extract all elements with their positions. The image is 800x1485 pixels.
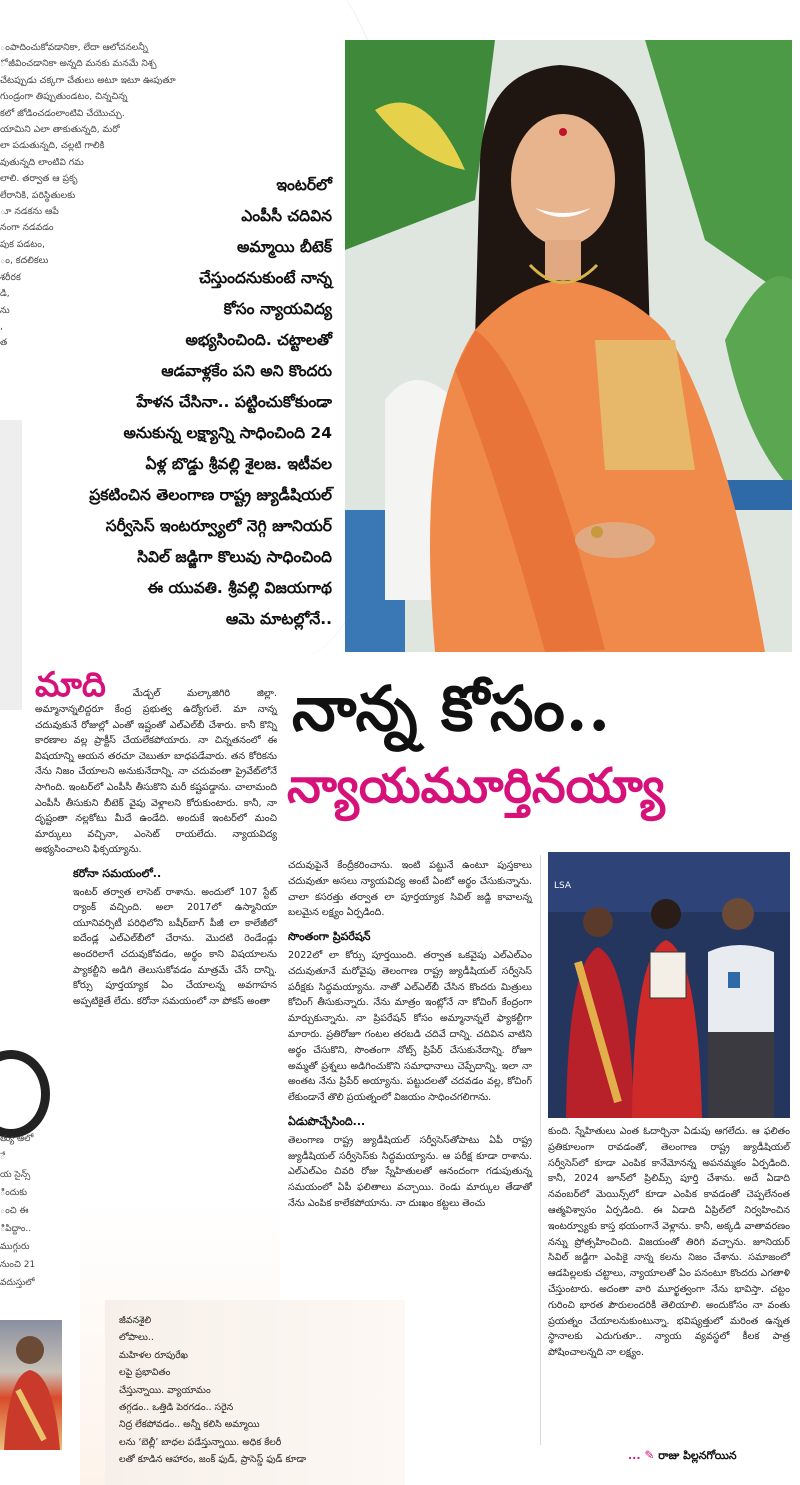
intro-line: అమ్మాయి బీటెక్ bbox=[236, 238, 332, 256]
sidebar-line: లోపాలు.. bbox=[119, 1332, 154, 1344]
fragment-line: పుక పడటం, bbox=[0, 238, 45, 250]
fragment-line: ను bbox=[0, 304, 10, 316]
sidebar-line: లపై ప్రభావితం bbox=[119, 1367, 171, 1379]
intro-line: అభ్యసించింది. చట్టాలతో bbox=[185, 331, 332, 349]
main-portrait-photo bbox=[345, 40, 792, 652]
person-silhouette-icon bbox=[0, 1320, 62, 1450]
col2-paragraph-2: 2022లో లా కోర్సు పూర్తయింది. తర్వాత ఒకవైపు ఎల్ఎల్‌ఎం చదువుతూనే మరోవైపు తెలంగాణ రాష్ట్ర జ్యుడీషియల్ సర్వీసెస్ పరీక్షకు సిద్ధమయ్యాను. నాతో ఎల్ఎల్‌బీ చేసిన కొందరు మిత్రులు కోచింగ్ తీసుకున్నారు. నేను మాత్రం ఇంట్లోనే నా కోచింగ్ కేంద్రంగా మార్చుకున్నాను. నా ప్రిపరేషన్ కోసం అమ్మానాన్నలే ఫ్యాకల్టీగా మారారు. ప్రతిరోజూ గంటల తరబడి చదివే దాన్ని. చదివిన వాటిని అర్థం చేసుకొని, సొంతంగా నోట్స్ ప్రిపేర్ చేసుకునేదాన్ని. రోజూ అమ్మతో ప్రశ్నలు అడిగించుకొని సమాధానాలు చెప్పేదాన్ని. ఇలా నా అంతట నేను ప్రిపేర్ అయ్యాను. పట్టుదలతో చదవడం వల్ల, కోచింగ్ లేకుండానే తొలి ప్రయత్నంలో విజయం సాధించగలిగాను. bbox=[288, 949, 532, 1104]
intro-line: హేళన చేసినా.. పట్టించుకోకుండా bbox=[136, 393, 332, 411]
sidebar-line: జీవనశైలి bbox=[119, 1315, 152, 1326]
fragment-line: డి, bbox=[0, 288, 10, 300]
intro-line: ఆడవాళ్లకేం పని అని కొందరు bbox=[161, 362, 332, 380]
sidebar-line: మహిళల రూపురేఖ bbox=[119, 1349, 188, 1361]
hands-shape bbox=[575, 522, 655, 558]
article-column-2 bbox=[288, 858, 532, 1214]
fragment-line: లేరానికి, పరిస్థితులకు bbox=[0, 189, 76, 201]
intro-line: ఆమె మాటల్లోనే.. bbox=[225, 610, 332, 628]
headline-title: నాన్న కోసం.. bbox=[292, 672, 612, 745]
fragment-line: య సైన్స్ bbox=[0, 1170, 31, 1180]
fragment-line: యామిని ఎలా తాకుతున్నది, మరో bbox=[0, 124, 120, 136]
intro-line: సివిల్ జడ్జిగా కొలువు సాధించింది bbox=[137, 548, 332, 566]
byline-name: రాజు పిల్లనగోయిన bbox=[658, 1449, 737, 1462]
fragment-line: ే bbox=[0, 1152, 6, 1162]
fragment-line: ూ నడకను ఆపే bbox=[0, 206, 59, 218]
lifestyle-sidebar-box bbox=[105, 1300, 405, 1485]
fragment-line: ంచి ఈ bbox=[0, 1206, 29, 1216]
banner-text: LSA bbox=[554, 881, 572, 891]
bindi-icon bbox=[559, 128, 567, 136]
sidebar-line: చేస్తున్నాయి. వ్యాయామం bbox=[119, 1384, 211, 1396]
col3-paragraph: కుంది. స్నేహితులు ఎంత ఓదార్చినా ఏడుపు ఆగలేదు. ఆ ఫలితం ప్రతికూలంగా రావడంతో, తెలంగాణ రాష్ట్ర జ్యుడీషియల్ సర్వీసెస్‌లో కూడా ఎంపిక కానేమోనన్న అపనమ్మకం ఏర్పడింది. కానీ, 2024 జూన్‌లో ప్రిలిమ్స్ పూర్తి చేశాను. అదే ఏడాది నవంబర్‌లో మెయిన్స్‌లో కూడా ఎంపిక కావడంతో చెప్పలేనంత ఆత్మవిశ్వాసం ఏర్పడింది. ఈ ఏడాది ఏప్రిల్‌లో నిర్వహించిన ఇంటర్వ్యూకు కాస్త భయంగానే వెళ్లాను. కానీ, అక్కడి వాతావరణం నన్ను ప్రోత్సహించింది. విజయంతో తిరిగి వచ్చాను. జూనియర్ సివిల్ జడ్జిగా ఎంపికై నాన్న కలను నిజం చేశాను. సమాజంలో ఆడపిల్లలకు చట్టాలు, న్యాయాలతో ఏం పనంటూ కొందరు ఎగతాళి చేస్తుంటారు. అదంతా వారి మూర్ఖత్వంగా నేను భావిస్తా. చట్టం గురించి భారత పౌరులందరికీ తెలియాలి. అందుకోసం నా వంతు ప్రయత్నం చేయాలనుకుంటున్నా. భవిష్యత్తులో మరింత ఉన్నత స్థానాలకు ఎదుగుతూ.. న్యాయ వ్యవస్థలో కీలక పాత్ర పోషించాలన్నది నా లక్ష్యం. bbox=[548, 1126, 790, 1359]
sidebar-line: తగ్గడం.. ఒత్తిడి పెరగడం.. సరైన bbox=[119, 1402, 234, 1414]
fragment-line: వుతున్నది లాంటివి గమ bbox=[0, 156, 84, 168]
intro-line: ఎంపీసీ చదివిన bbox=[241, 207, 332, 225]
fragment-line: చేటప్పుడు చక్కగా చేతులు అటూ ఇటూ ఊపుతూ bbox=[0, 74, 176, 86]
byline-dots: ... bbox=[628, 1449, 641, 1462]
fragment-line: ిందుకు bbox=[0, 1188, 28, 1198]
corona-paragraph: ఇంటర్ తర్వాత లాసెట్ రాశాను. అందులో 107 స్టేట్ ర్యాంక్ వచ్చింది. అలా 2017లో ఉస్మానియా యూనివర్సిటీ పరిధిలోని బషీర్‌బాగ్ పీజీ లా కాలేజీలో ఐదేండ్ల ఎల్ఎల్‌బీలో చేరాను. మొదటి రెండేండ్లు అందరిలాగే చదువుకోవడం, అర్థం కాని విషయాలను ప్యాకల్టీని అడిగి తెలుసుకోవడం మాత్రమే చేసే దాన్ని. కోర్సు పూర్తయ్యాక ఏం చేయాలన్న అవగాహన అప్పటికైతే లేదు. కరోనా సమయంలో నా పోకస్ అంతా bbox=[73, 886, 277, 1007]
sidebar-line: లను ‘బెల్లీ’ బాధల పడేస్తున్నాయి. అధిక కేలరీ bbox=[119, 1436, 282, 1448]
opening-lead: మేడ్చల్ మల్కాజిగిరి జిల్లా. bbox=[132, 688, 277, 699]
fragment-line: ముగ్గురు bbox=[0, 1242, 30, 1252]
col2-paragraph-1: చదువుపైనే కేంద్రీకరించాను. ఇంటి పట్టునే ఉంటూ పుస్తకాలు చదువుతూ అసలు న్యాయవిద్య అంటే ఏంటో అర్థం చేసుకున్నాను. చాలా కసరత్తు తర్వాత లా పూర్తయ్యాక సివిల్ జడ్జి కావాలన్న బలమైన లక్ష్యం ఏర్పడింది. bbox=[288, 860, 532, 919]
fragment-line: శరీరక bbox=[0, 271, 21, 283]
partial-glyph-decor bbox=[0, 1050, 50, 1138]
column-rule bbox=[540, 855, 541, 1445]
certificate-icon bbox=[650, 952, 686, 998]
intro-line: ఏళ్ల బొడ్డు శ్రీవల్లి శైలజ. ఇటీవల bbox=[145, 455, 332, 473]
pen-icon: ✎ bbox=[644, 1448, 655, 1462]
intro-line: అనుకున్న లక్ష్యాన్ని సాధించింది 24 bbox=[123, 424, 332, 442]
intro-line: ఇంటర్‌లో bbox=[276, 176, 332, 194]
fragment-line: నుంచి 21 bbox=[0, 1260, 36, 1270]
portrait-illustration bbox=[345, 40, 792, 652]
fragment-line: ో జీవించడానికా అన్నది మనకు మనమే నిశ్చ bbox=[0, 58, 157, 70]
intro-line: ప్రకటించిన తెలంగాణ రాష్ట్ర జ్యుడీషియల్ bbox=[89, 486, 332, 504]
col2-paragraph-3: తెలంగాణ రాష్ట్ర జ్యుడీషియల్ సర్వీసెస్‌తోపాటు ఏపీ రాష్ట్ర జ్యుడీషియల్ సర్వీసెస్‌కు సిద్ధమయ్యాను. ఆ పరీక్ష కూడా రాశాను. ఎల్ఎల్‌ఎం చివరి రోజు స్నేహితులతో ఆనందంగా గడుపుతున్న సమయంలో ఏపీ ఫలితాలు వచ్చాయి. రెండు మార్కుల తేడాతో నేను ఎంపిక కాలేకపోయాను. నా దుఃఖం కట్టలు తెంచు bbox=[288, 1134, 532, 1209]
intro-line: చేస్తుందనుకుంటే నాన్న bbox=[199, 269, 332, 287]
fragment-line: లాలి. తర్వాత ఆ ప్రకృ bbox=[0, 173, 78, 185]
award-group-photo bbox=[548, 852, 790, 1118]
fragment-line: ిపిద్దాం.. bbox=[0, 1224, 32, 1234]
fragment-line: , bbox=[0, 320, 3, 332]
left-small-photo bbox=[0, 1320, 62, 1450]
subhead-preparation: సొంతంగా ప్రిపరేషన్ bbox=[288, 930, 371, 944]
fragment-line: ం, కదలికలు bbox=[0, 255, 49, 267]
group-photo-illustration bbox=[548, 852, 790, 1118]
sidebar-line: నిద్ర లేకపోవడం.. అన్నీ కలిసి అమ్మాయి bbox=[119, 1419, 260, 1431]
intro-block bbox=[0, 170, 332, 635]
opening-paragraph bbox=[35, 665, 277, 858]
fragment-line: వదుస్తులో bbox=[0, 1278, 35, 1288]
fragment-line: లా పడుతున్నది, చల్లటి గాలికి bbox=[0, 140, 105, 152]
subhead-corona: కరోనా సమయంలో.. bbox=[73, 866, 162, 880]
intro-line: కోసం న్యాయవిద్య bbox=[223, 300, 332, 318]
fragment-line: త bbox=[0, 337, 8, 349]
article-column-1 bbox=[35, 665, 277, 1011]
sidebar-line: లతో కూడిన ఆహారం, జంక్ ఫుడ్, ప్రాసెస్డ్ ఫుడ్ కూడా bbox=[119, 1454, 307, 1466]
subhead-cried: ఏడుపొచ్చేసింది... bbox=[288, 1114, 366, 1128]
byline bbox=[628, 1448, 737, 1465]
headline-subtitle: న్యాయమూర్తినయ్యా bbox=[287, 758, 665, 814]
left-lower-fragment bbox=[0, 1130, 60, 1292]
ring-icon bbox=[591, 526, 603, 538]
fragment-line: నంగా నడవడం bbox=[0, 222, 54, 234]
fragment-line: త్యు ఆలో bbox=[0, 1134, 34, 1144]
fragment-line: గుండ్రంగా తిప్పుతుండటం, చిన్నచిన్న bbox=[0, 91, 128, 103]
intro-line: సర్వీసెస్ ఇంటర్వ్యూలో నెగ్గి జూనియర్ bbox=[105, 517, 332, 535]
fragment-line: కలో జోడించడంలాంటివి చేయొచ్చు. bbox=[0, 107, 125, 119]
tile-wall bbox=[725, 480, 792, 510]
dropcap: మాది bbox=[35, 665, 106, 705]
intro-line: ఈ యువతి. శ్రీవల్లి విజయగాథ bbox=[147, 579, 332, 597]
article-column-3 bbox=[548, 1124, 790, 1363]
fragment-line: ంపాదించుకోవడానికా, లేదా ఆలోచనలన్నీ bbox=[0, 42, 148, 53]
opening-body: అమ్మానాన్నలిద్దరూ కేంద్ర ప్రభుత్వ ఉద్యోగులే. మా నాన్న చదువుకునే రోజుల్లో ఎంతో ఇష్టంతో ఎల్ఎల్‌బీ చేశారు. కానీ కొన్ని కారణాల వల్ల ప్రాక్టీస్ చేయలేకపోయారు. నా చిన్నతనంలో ఈ విషయాన్ని ఆయన తరచూ చెబుతూ బాధపడేవారు. తన కోరికను నేను నిజం చేయాలని అనుకునేదాన్ని. నా చదువంతా ప్రైవేట్‌లోనే సాగింది. ఇంటర్‌లో ఎంపీసీ తీసుకొని మరీ కష్టపడ్డాను. చాలామంది ఎంపీసీ తీసుకుని బీటెక్ వైపు వెళ్లాలని కోరుకుంటారు. కానీ, నా దృష్టంతా నల్లకోటు మీదే ఉండేది. అందుకే ఇంటర్‌లో మంచి మార్కులు వచ్చినా, ఎంసెట్ రాయలేదు. న్యాయవిద్య అభ్యసించాలని ఫిక్సయ్యాను. bbox=[35, 704, 277, 856]
